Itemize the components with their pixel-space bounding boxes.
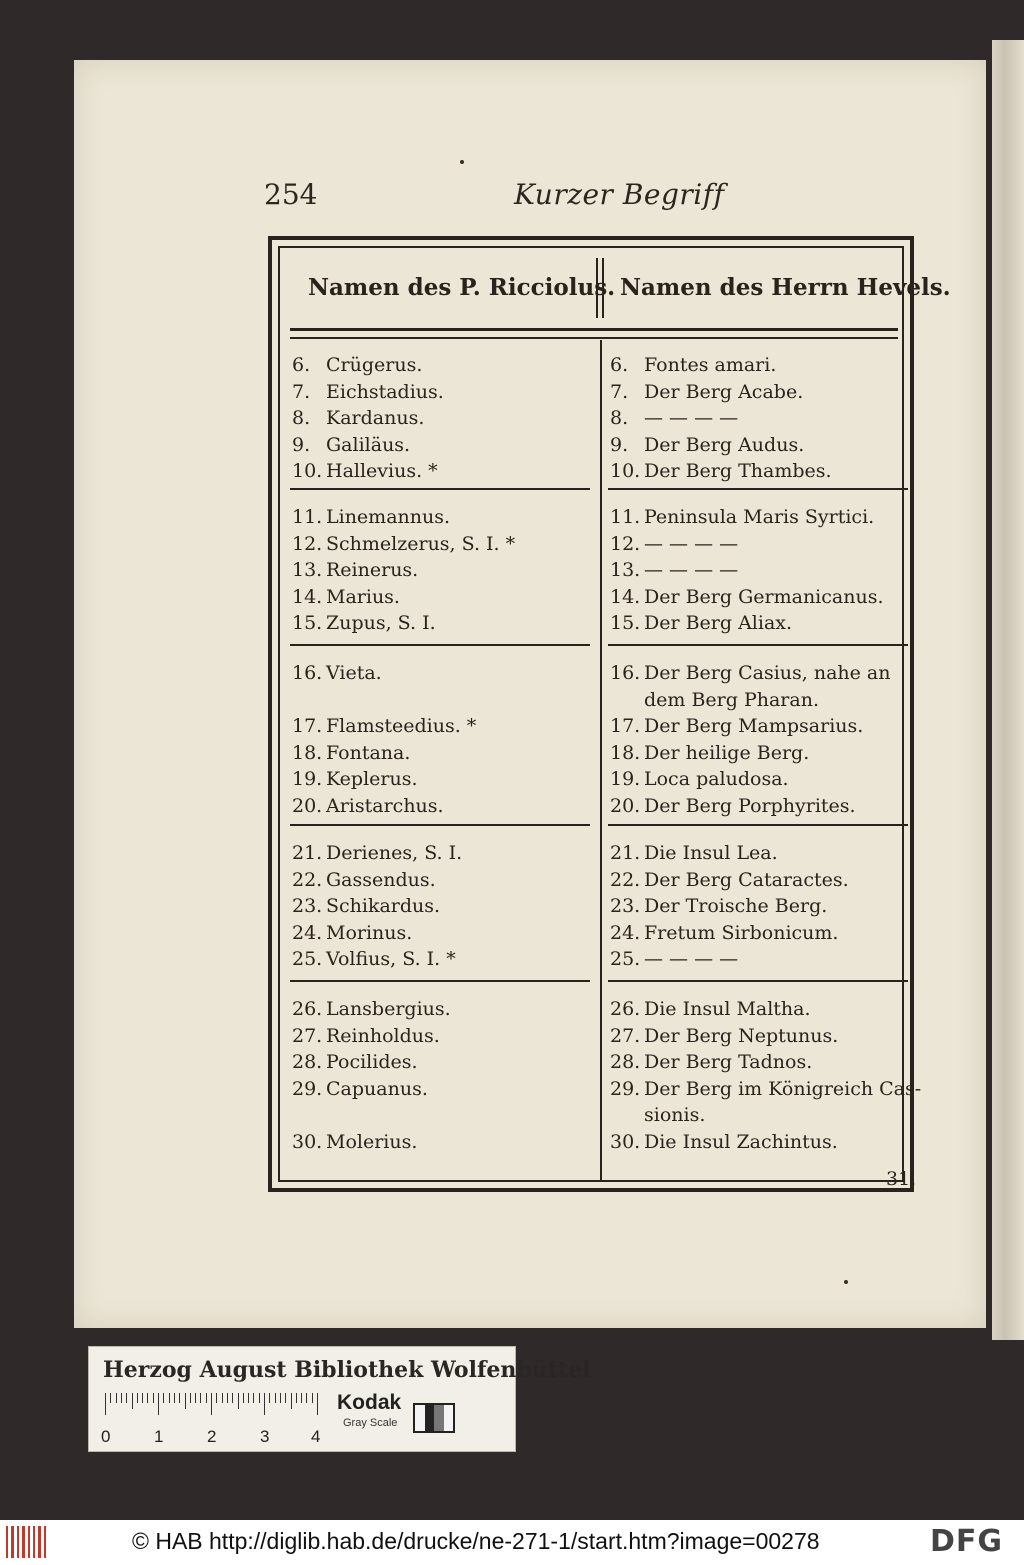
entry-name: Aristarchus. <box>326 794 444 817</box>
group-divider-left <box>290 488 590 490</box>
gray-scale-label: Gray Scale <box>343 1417 398 1429</box>
entry-number: 8. <box>292 407 311 429</box>
ricciolus-name-entry <box>292 1024 440 1047</box>
ruler-tick <box>232 1393 233 1403</box>
ruler-tick <box>306 1393 307 1403</box>
entry-name: Der Troische Berg. <box>644 895 828 917</box>
hevelius-name-entry <box>610 741 810 764</box>
entry-name: Der Berg Mampsarius. <box>644 715 864 737</box>
scale-ruler <box>105 1393 319 1415</box>
entry-name: Pocilides. <box>326 1051 418 1073</box>
hevelius-name-entry <box>610 1024 839 1047</box>
ruler-tick <box>291 1393 292 1409</box>
ruler-tick <box>264 1393 265 1415</box>
entry-name: Der Berg Neptunus. <box>644 1024 839 1047</box>
book-page <box>74 60 986 1328</box>
entry-number: 16. <box>292 662 323 684</box>
ruler-tick <box>238 1393 239 1409</box>
entry-name: Capuanus. <box>326 1077 428 1100</box>
entry-number: 20. <box>292 794 323 817</box>
ricciolus-name-entry <box>292 561 418 580</box>
entry-name: Der Berg Germanicanus. <box>644 585 884 608</box>
hevelius-name-entry <box>610 770 789 789</box>
group-divider-left <box>290 644 590 646</box>
entry-number: 14. <box>292 585 323 608</box>
entry-number: 19. <box>292 768 323 790</box>
entry-number: 17. <box>610 715 641 737</box>
hevelius-name-entry <box>610 561 738 580</box>
entry-number: 26. <box>610 998 641 1020</box>
entry-name: Molerius. <box>326 1130 418 1153</box>
entry-name: Linemannus. <box>326 506 451 528</box>
ricciolus-name-entry <box>292 614 436 633</box>
entry-number: 25. <box>292 948 323 970</box>
ruler-number: 3 <box>260 1427 270 1446</box>
entry-name: — — — — <box>644 532 739 555</box>
hevelius-name-entry <box>610 532 739 555</box>
hevelius-name-entry <box>610 462 832 481</box>
ricciolus-name-entry <box>292 844 462 863</box>
entry-number: 11. <box>610 506 641 528</box>
entry-name: Reinholdus. <box>326 1024 440 1047</box>
entry-name: Eichstadius. <box>326 380 444 403</box>
entry-number: 15. <box>292 612 323 634</box>
column-divider <box>600 340 602 1180</box>
entry-name: Fontes amari. <box>644 354 777 376</box>
entry-number: 23. <box>292 895 323 917</box>
entry-name: Die Insul Lea. <box>644 842 778 864</box>
ruler-number: 2 <box>207 1427 217 1446</box>
entry-name: Der Berg Thambes. <box>644 460 832 482</box>
ricciolus-name-entry <box>292 770 418 789</box>
entry-number: 14. <box>610 585 641 608</box>
ruler-tick <box>269 1393 270 1403</box>
entry-number: 15. <box>610 612 641 634</box>
hevelius-name-entry <box>610 614 792 633</box>
entry-number: 24. <box>292 921 323 944</box>
ruler-tick <box>275 1393 276 1403</box>
copyright-link[interactable]: © HAB http://diglib.hab.de/drucke/ne-271-1/start.htm?image=00278 <box>132 1528 820 1554</box>
entry-name: Loca paludosa. <box>644 768 789 790</box>
entry-number: 29. <box>292 1077 323 1100</box>
hevelius-name-entry <box>610 508 874 527</box>
entry-number: 18. <box>292 741 323 764</box>
entry-name: Schikardus. <box>326 895 441 917</box>
next-page-edge <box>992 40 1024 1340</box>
entry-number: 30. <box>292 1130 323 1153</box>
entry-name: Derienes, S. I. <box>326 842 463 864</box>
ruler-tick <box>280 1393 281 1403</box>
entry-number: 27. <box>292 1024 323 1047</box>
entry-name: Schmelzerus, S. I. * <box>326 532 516 555</box>
ruler-tick <box>285 1393 286 1403</box>
ricciolus-name-entry <box>292 897 440 916</box>
crater-name-table <box>268 236 951 1192</box>
entry-number: 30. <box>610 1130 641 1153</box>
entry-number: 29. <box>610 1077 641 1100</box>
entry-number: 28. <box>610 1051 641 1073</box>
group-divider-right <box>608 644 908 646</box>
entry-name: Zupus, S. I. <box>326 612 436 634</box>
hevelius-name-entry <box>610 356 776 375</box>
ruler-tick <box>253 1393 254 1403</box>
entry-number: 20. <box>610 794 641 817</box>
hevelius-name-entry <box>610 688 819 711</box>
entry-number: 12. <box>610 532 641 555</box>
ruler-tick <box>301 1393 302 1403</box>
ruler-tick <box>222 1393 223 1403</box>
entry-number: 16. <box>610 662 641 684</box>
ricciolus-name-entry <box>292 1106 326 1125</box>
ricciolus-name-entry <box>292 433 411 456</box>
ruler-tick <box>243 1393 244 1403</box>
entry-number: 22. <box>610 868 641 891</box>
entry-number: 6. <box>610 354 629 376</box>
entry-name: Der Berg Casius, nahe an <box>644 662 891 684</box>
ruler-tick <box>132 1393 133 1409</box>
ricciolus-name-entry <box>292 664 382 683</box>
entry-number: 11. <box>292 506 323 528</box>
entry-name: Volfius, S. I. * <box>326 948 456 970</box>
entry-name: Hallevius. * <box>326 460 438 482</box>
ruler-number: 0 <box>101 1427 111 1446</box>
entry-name: Der Berg Aliax. <box>644 612 793 634</box>
entry-number: 18. <box>610 741 641 764</box>
ricciolus-name-entry <box>292 532 516 555</box>
paper-speck <box>460 160 464 164</box>
ruler-number: 4 <box>311 1427 321 1446</box>
entry-number: 12. <box>292 532 323 555</box>
hevelius-name-entry <box>610 1106 705 1125</box>
ruler-tick <box>179 1393 180 1403</box>
ruler-tick <box>185 1393 186 1409</box>
ricciolus-name-entry <box>292 1000 451 1019</box>
entry-number: 23. <box>610 895 641 917</box>
group-divider-right <box>608 824 908 826</box>
entry-name: Der Berg Tadnos. <box>644 1051 813 1073</box>
hevelius-name-entry <box>610 868 849 891</box>
entry-name: — — — — <box>644 559 739 581</box>
ruler-tick <box>206 1393 207 1403</box>
footer-bar <box>0 1520 1024 1565</box>
ruler-tick <box>200 1393 201 1403</box>
ricciolus-name-entry <box>292 794 444 817</box>
ricciolus-name-entry <box>292 1053 418 1072</box>
hevelius-name-entry <box>610 1130 838 1153</box>
entry-name: Fontana. <box>326 741 411 764</box>
running-head: Kurzer Begriff <box>514 178 725 211</box>
library-name: Herzog August Bibliothek Wolfenbüttel <box>103 1357 591 1383</box>
entry-number: 13. <box>292 559 323 581</box>
hevelius-name-entry <box>610 409 738 428</box>
ricciolus-name-entry <box>292 868 436 891</box>
entry-name: Kardanus. <box>326 407 425 429</box>
entry-name: Der Berg Cataractes. <box>644 868 849 891</box>
entry-name: Galiläus. <box>326 433 411 456</box>
ruler-tick <box>227 1393 228 1403</box>
ruler-tick <box>105 1393 106 1415</box>
entry-name: sionis. <box>644 1104 706 1126</box>
entry-number: 8. <box>610 407 629 429</box>
entry-number: 9. <box>292 433 311 456</box>
left-column-header: Namen des P. Ricciolus. <box>308 274 616 301</box>
ruler-tick <box>137 1393 138 1403</box>
table-header-row <box>280 248 951 326</box>
archive-color-target <box>88 1346 591 1452</box>
ruler-tick <box>147 1393 148 1403</box>
entry-name: Morinus. <box>326 921 413 944</box>
hevelius-name-entry <box>610 844 778 863</box>
ruler-tick <box>190 1393 191 1403</box>
ricciolus-name-entry <box>292 508 450 527</box>
hevelius-name-entry <box>610 585 884 608</box>
group-divider-right <box>608 980 908 982</box>
entry-number: 28. <box>292 1051 323 1073</box>
ruler-tick <box>169 1393 170 1403</box>
ruler-tick <box>110 1393 111 1403</box>
ricciolus-name-entry <box>292 717 476 736</box>
entry-number: 25. <box>610 948 641 970</box>
entry-number: 27. <box>610 1024 641 1047</box>
entry-number: 7. <box>610 380 629 403</box>
entry-name: Die Insul Maltha. <box>644 998 811 1020</box>
ricciolus-name-entry <box>292 741 411 764</box>
entry-name: dem Berg Pharan. <box>644 688 819 711</box>
entry-name: Die Insul Zachintus. <box>644 1130 838 1153</box>
header-rule <box>290 328 898 339</box>
entry-name: Fretum Sirbonicum. <box>644 921 839 944</box>
paper-speck <box>844 1280 848 1284</box>
hevelius-name-entry <box>610 1000 811 1019</box>
entry-name: Peninsula Maris Syrtici. <box>644 506 875 528</box>
entry-name: Der heilige Berg. <box>644 741 810 764</box>
entry-number: 24. <box>610 921 641 944</box>
entry-name: Der Berg Audus. <box>644 433 805 456</box>
group-divider-right <box>608 488 908 490</box>
hevelius-name-entry <box>610 380 804 403</box>
entry-name: Der Berg Porphyrites. <box>644 794 856 817</box>
entry-number: 22. <box>292 868 323 891</box>
ruler-tick <box>312 1393 313 1403</box>
entry-number: 21. <box>292 842 323 864</box>
ruler-tick <box>142 1393 143 1403</box>
entry-number: 9. <box>610 433 629 456</box>
ruler-tick <box>121 1393 122 1403</box>
entry-number: 10. <box>610 460 641 482</box>
gray-scale-swatches <box>413 1403 455 1433</box>
hevelius-name-entry <box>610 921 839 944</box>
entry-name: Gassendus. <box>326 868 436 891</box>
hevelius-name-entry <box>610 1077 922 1100</box>
ruler-tick <box>248 1393 249 1403</box>
ricciolus-name-entry <box>292 1077 428 1100</box>
hevelius-name-entry <box>610 717 863 736</box>
hevelius-name-entry <box>610 1053 812 1072</box>
ruler-tick <box>116 1393 117 1403</box>
hevelius-name-entry <box>610 950 738 969</box>
entry-number: 7. <box>292 380 311 403</box>
ruler-tick <box>126 1393 127 1403</box>
entry-number: 26. <box>292 998 323 1020</box>
group-divider-left <box>290 824 590 826</box>
entry-name: Der Berg Acabe. <box>644 380 804 403</box>
entry-name: Keplerus. <box>326 768 418 790</box>
dfg-logo: DFG <box>930 1524 1004 1559</box>
hevelius-name-entry <box>610 664 891 683</box>
entry-number: 19. <box>610 768 641 790</box>
entry-name: Der Berg im Königreich Cas- <box>644 1077 922 1100</box>
ruler-tick <box>259 1393 260 1403</box>
ricciolus-name-entry <box>292 691 326 710</box>
entry-number: 21. <box>610 842 641 864</box>
entry-name: Lansbergius. <box>326 998 451 1020</box>
entry-name: — — — — <box>644 407 739 429</box>
ricciolus-name-entry <box>292 1130 418 1153</box>
ricciolus-name-entry <box>292 462 438 481</box>
hevelius-name-entry <box>610 794 856 817</box>
ricciolus-name-entry <box>292 950 456 969</box>
ruler-tick <box>153 1393 154 1403</box>
entry-number: 6. <box>292 354 311 376</box>
ruler-tick <box>195 1393 196 1403</box>
ruler-tick <box>317 1393 318 1415</box>
ruler-number: 1 <box>154 1427 164 1446</box>
right-column-header: Namen des Herrn Hevels. <box>620 274 951 301</box>
page-number: 254 <box>264 178 318 211</box>
ruler-tick <box>158 1393 159 1415</box>
ricciolus-name-entry <box>292 585 400 608</box>
entry-number: 17. <box>292 715 323 737</box>
entry-name: Vieta. <box>326 662 382 684</box>
entry-number: 10. <box>292 460 323 482</box>
ruler-tick <box>216 1393 217 1403</box>
digital-library-icon <box>6 1526 46 1558</box>
ricciolus-name-entry <box>292 409 424 428</box>
ruler-tick <box>211 1393 212 1415</box>
group-divider-left <box>290 980 590 982</box>
kodak-brand: Kodak <box>337 1391 402 1414</box>
entry-name: Marius. <box>326 585 400 608</box>
entry-name: Flamsteedius. * <box>326 715 477 737</box>
catchword: 31. <box>886 1168 917 1190</box>
ruler-tick <box>163 1393 164 1403</box>
hevelius-name-entry <box>610 897 827 916</box>
entry-number: 13. <box>610 559 641 581</box>
hevelius-name-entry <box>610 433 805 456</box>
ricciolus-name-entry <box>292 921 413 944</box>
entry-name: Crügerus. <box>326 354 423 376</box>
ricciolus-name-entry <box>292 380 444 403</box>
header-divider <box>596 258 604 318</box>
ricciolus-name-entry <box>292 356 422 375</box>
entry-name: Reinerus. <box>326 559 419 581</box>
table-inner-frame <box>278 246 951 1190</box>
entry-name: — — — — <box>644 948 739 970</box>
ruler-tick <box>174 1393 175 1403</box>
ruler-tick <box>296 1393 297 1403</box>
